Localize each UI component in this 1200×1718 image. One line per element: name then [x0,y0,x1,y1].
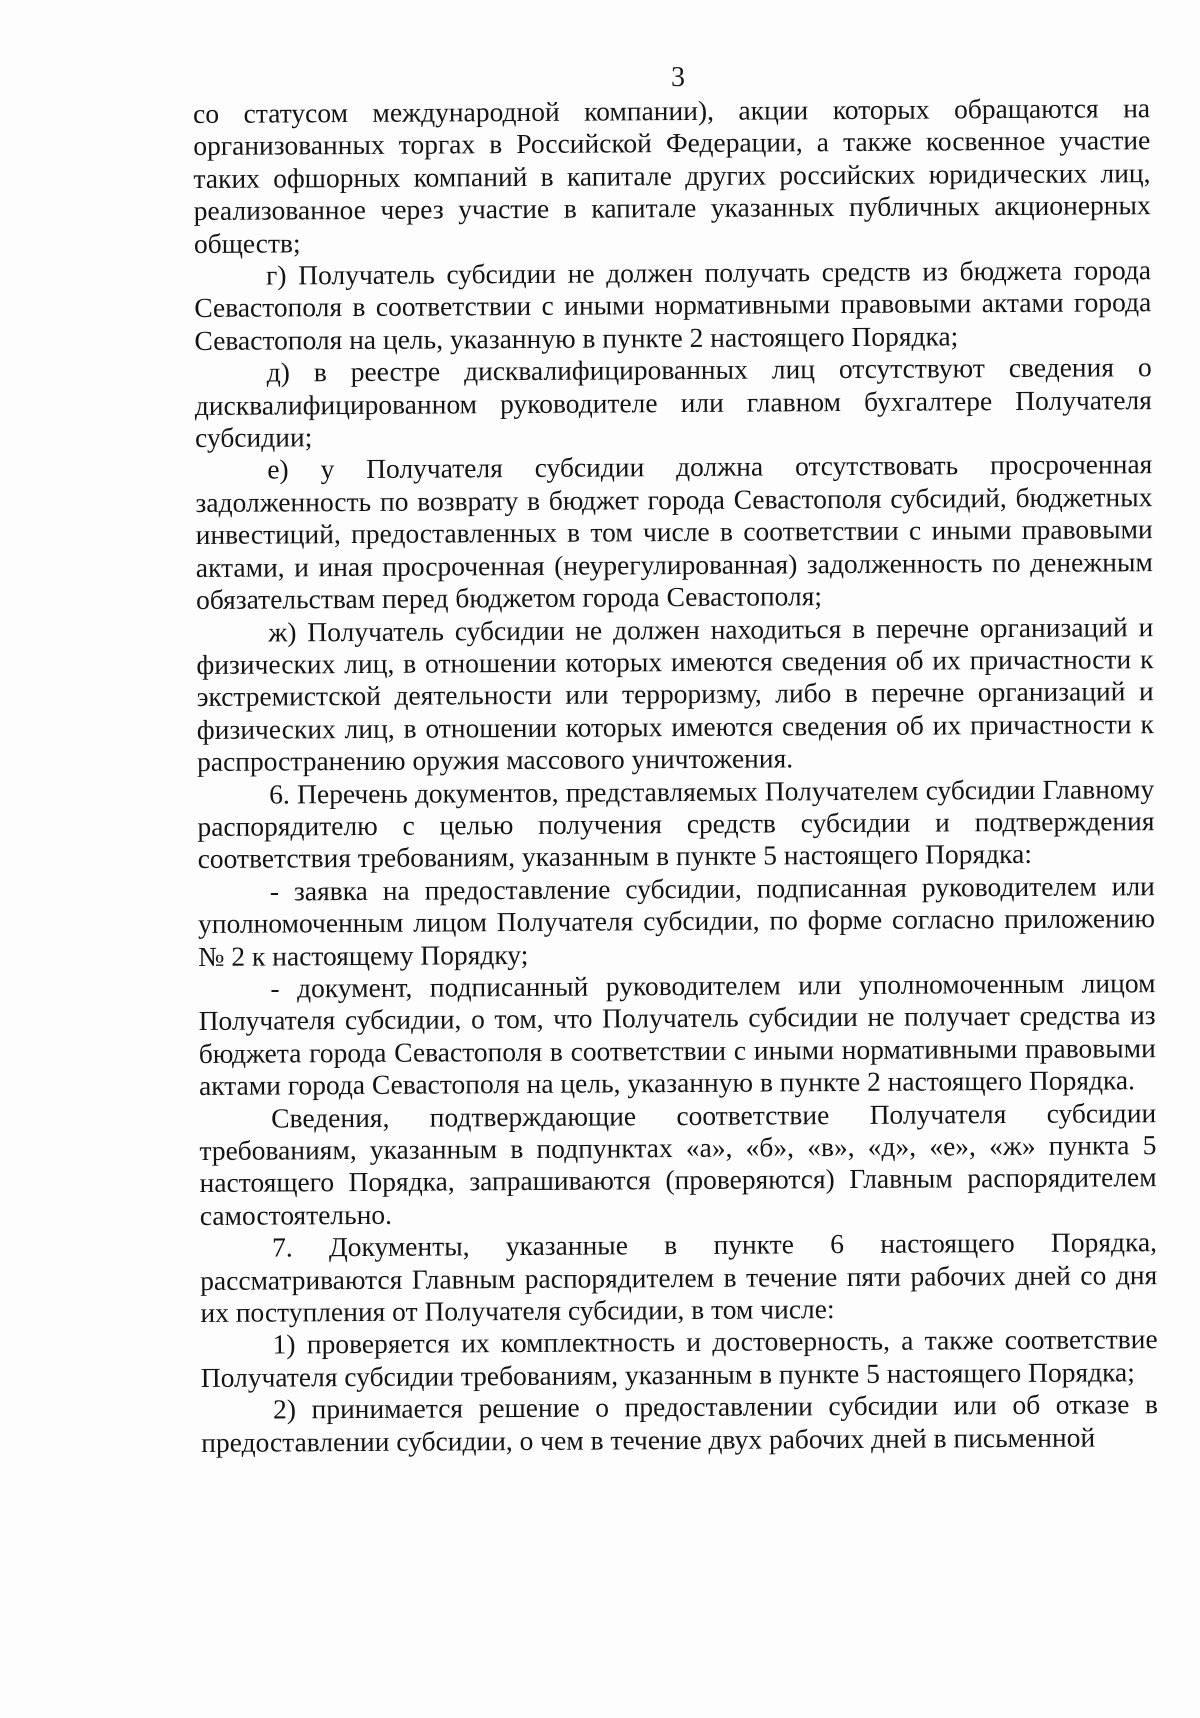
paragraph-item-d: д) в реестре дисквалифицированных лиц отсутствуют сведения о дисквалифицированном руководителе или главном бухгалтере Получателя субсидии; [194,351,1152,454]
paragraph-item-g: г) Получатель субсидии не должен получать средств из бюджета города Севастополя в соответствии с иными нормативными правовыми актами города Севастополя на цель, указанную в пункте 2 настоящего Порядка; [194,254,1152,356]
paragraph-item-zh: ж) Получатель субсидии не должен находиться в перечне организаций и физических лиц, в отношении которых имеются сведения об их причастности к экстремистской деятельности или терроризму, либо в перечне организаций и физических лиц, в отношении которых имеются сведения об их причастности к распространению оружия массового уничтожения. [196,610,1154,778]
paragraph-section-7-item-2: 2) принимается решение о предоставлении субсидии или об отказе в предоставлении субсидии, о чем в течение двух рабочих дней в письменной [201,1388,1159,1458]
paragraph-continuation: со статусом международной компании), акции которых обращаются на организованных торгах в Российской Федерации, а также косвенное участие таких офшорных компаний в капитале других российских юридических лиц, реализованное через участие в капитале указанных публичных акционерных обществ; [193,92,1151,259]
paragraph-item-e: е) у Получателя субсидии должна отсутствовать просроченная задолженность по возврату в бюджет города Севастополя субсидий, бюджетных инвестиций, предоставленных в том числе в соответствии с иными правовыми актами, и иная просроченная (неурегулированная) задолженность по денежным обязательствам перед бюджетом города Севастополя; [195,448,1153,616]
paragraph-section-6-bullet-2: - документ, подписанный руководителем или уполномоченным лицом Получателя субсидии, о том, что Получатель субсидии не получает средства из бюджета города Севастополя в соответствии с иными нормативными правовыми актами города Севастополя на цель, указанную в пункте 2 настоящего Порядка. [198,967,1156,1102]
document-body [193,92,1158,1459]
paragraph-section-6-bullet-1: - заявка на предоставление субсидии, подписанная руководителем или уполномоченным лицом Получателя субсидии, по форме согласно приложению № 2 к настоящему Порядку; [197,869,1156,972]
page-number: 3 [671,62,685,93]
paragraph-section-7: 7. Документы, указанные в пункте 6 настоящего Порядка, рассматриваются Главным распорядителем в течение пяти рабочих дней со дня их поступления от Получателя субсидии, в том числе: [200,1226,1158,1329]
paragraph-section-6-note: Сведения, подтверждающие соответствие Получателя субсидии требованиям, указанным в подпунктах «а», «б», «в», «д», «е», «ж» пункта 5 настоящего Порядка, запрашиваются (проверяются) Главным распорядителем самостоятельно. [199,1096,1157,1231]
paragraph-section-7-item-1: 1) проверяется их комплектность и достоверность, а также соответствие Получателя субсидии требованиям, указанным в пункте 5 настоящего Порядка; [200,1323,1158,1393]
paragraph-section-6: 6. Перечень документов, представляемых Получателем субсидии Главному распорядителю с целью получения средств субсидии и подтверждения соответствия требованиям, указанным в пункте 5 настоящего Порядка: [197,772,1155,875]
